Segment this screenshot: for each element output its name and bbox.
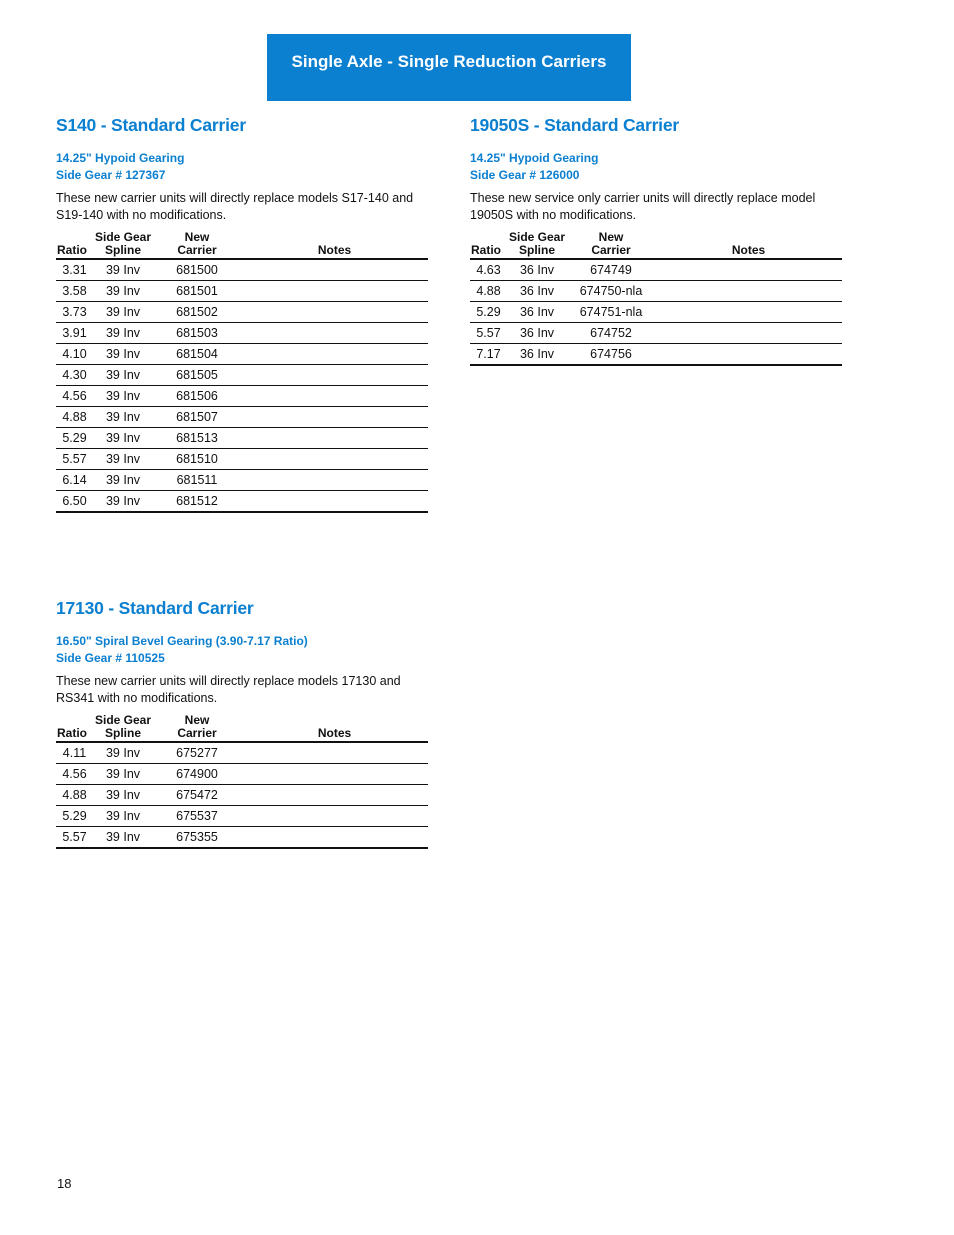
cell-notes [241, 407, 428, 428]
col-header-carrier: New Carrier [153, 712, 241, 742]
section-17130 [56, 598, 428, 849]
table-row [470, 344, 842, 366]
cell-carrier: 681503 [153, 323, 241, 344]
cell-carrier: 674756 [567, 344, 655, 366]
cell-carrier: 681507 [153, 407, 241, 428]
cell-ratio: 5.29 [56, 428, 93, 449]
cell-spline: 39 Inv [93, 491, 153, 513]
cell-carrier: 681511 [153, 470, 241, 491]
cell-ratio: 4.56 [56, 764, 93, 785]
cell-ratio: 3.31 [56, 259, 93, 281]
col-header-carrier: New Carrier [567, 229, 655, 259]
cell-spline: 36 Inv [507, 344, 567, 366]
col-header-spline: Side Gear Spline [94, 230, 152, 257]
cell-carrier: 674750-nla [567, 281, 655, 302]
cell-carrier: 674900 [153, 764, 241, 785]
cell-spline: 39 Inv [93, 281, 153, 302]
cell-spline: 39 Inv [93, 470, 153, 491]
col-header-notes: Notes [241, 712, 428, 742]
cell-notes [241, 344, 428, 365]
cell-spline: 39 Inv [93, 827, 153, 849]
section-title: 19050S - Standard Carrier [470, 115, 679, 135]
col-header-ratio: Ratio [56, 712, 93, 742]
cell-spline: 39 Inv [93, 407, 153, 428]
table-row [56, 742, 428, 764]
table-row [56, 827, 428, 849]
cell-spline: 39 Inv [93, 365, 153, 386]
cell-carrier: 681510 [153, 449, 241, 470]
cell-notes [241, 806, 428, 827]
cell-notes [241, 302, 428, 323]
cell-carrier: 675472 [153, 785, 241, 806]
cell-spline: 39 Inv [93, 806, 153, 827]
cell-spline: 39 Inv [93, 302, 153, 323]
table-row [56, 428, 428, 449]
cell-spline: 39 Inv [93, 764, 153, 785]
table-header-row [56, 229, 428, 259]
gearing-label: 14.25" Hypoid Gearing [56, 151, 185, 165]
cell-spline: 36 Inv [507, 302, 567, 323]
col-header-ratio: Ratio [56, 229, 93, 259]
section-description: These new carrier units will directly replace models 17130 and RS341 with no modifications. [56, 674, 401, 705]
cell-ratio: 4.88 [470, 281, 507, 302]
cell-notes [655, 259, 842, 281]
cell-carrier: 681512 [153, 491, 241, 513]
cell-ratio: 4.88 [56, 785, 93, 806]
cell-spline: 36 Inv [507, 259, 567, 281]
table-row [56, 491, 428, 513]
table-row [56, 785, 428, 806]
cell-notes [241, 259, 428, 281]
table-row [56, 806, 428, 827]
carrier-table [470, 229, 842, 366]
cell-carrier: 675277 [153, 742, 241, 764]
cell-ratio: 6.14 [56, 470, 93, 491]
col-header-spline: Side Gear Spline [508, 230, 566, 257]
cell-carrier: 675355 [153, 827, 241, 849]
section-s140 [56, 115, 428, 513]
page-number: 18 [57, 1176, 72, 1191]
cell-ratio: 4.63 [470, 259, 507, 281]
cell-ratio: 4.88 [56, 407, 93, 428]
cell-notes [241, 281, 428, 302]
cell-ratio: 5.29 [56, 806, 93, 827]
gearing-label: 16.50" Spiral Bevel Gearing (3.90-7.17 Ratio) [56, 634, 308, 648]
table-row [56, 449, 428, 470]
cell-ratio: 4.10 [56, 344, 93, 365]
carrier-table [56, 712, 428, 849]
table-row [56, 764, 428, 785]
table-row [470, 302, 842, 323]
page-banner [267, 34, 631, 101]
table-row [56, 281, 428, 302]
cell-notes [241, 323, 428, 344]
side-gear-label: Side Gear # 127367 [56, 168, 166, 182]
table-row [56, 259, 428, 281]
col-header-carrier: New Carrier [153, 229, 241, 259]
cell-notes [241, 365, 428, 386]
cell-ratio: 7.17 [470, 344, 507, 366]
table-header-row [56, 712, 428, 742]
cell-carrier: 681504 [153, 344, 241, 365]
table-row [56, 470, 428, 491]
cell-spline: 39 Inv [93, 386, 153, 407]
cell-notes [241, 428, 428, 449]
cell-spline: 39 Inv [93, 785, 153, 806]
section-description: These new service only carrier units will directly replace model 19050S with no modifications. [470, 191, 816, 222]
cell-notes [241, 449, 428, 470]
cell-spline: 39 Inv [93, 323, 153, 344]
table-row [470, 323, 842, 344]
table-row [470, 281, 842, 302]
section-description: These new carrier units will directly replace models S17-140 and S19-140 with no modifications. [56, 191, 414, 222]
cell-ratio: 4.56 [56, 386, 93, 407]
cell-notes [655, 302, 842, 323]
cell-notes [655, 281, 842, 302]
cell-spline: 36 Inv [507, 281, 567, 302]
cell-ratio: 4.30 [56, 365, 93, 386]
cell-ratio: 5.57 [56, 449, 93, 470]
cell-ratio: 3.58 [56, 281, 93, 302]
cell-spline: 39 Inv [93, 742, 153, 764]
side-gear-label: Side Gear # 126000 [470, 168, 580, 182]
gearing-label: 14.25" Hypoid Gearing [470, 151, 599, 165]
table-row [56, 302, 428, 323]
col-header-notes: Notes [241, 229, 428, 259]
cell-spline: 39 Inv [93, 344, 153, 365]
table-row [56, 344, 428, 365]
col-header-ratio: Ratio [470, 229, 507, 259]
cell-notes [241, 470, 428, 491]
cell-spline: 39 Inv [93, 428, 153, 449]
table-header-row [470, 229, 842, 259]
cell-notes [241, 742, 428, 764]
cell-spline: 39 Inv [93, 259, 153, 281]
cell-notes [655, 323, 842, 344]
cell-ratio: 5.57 [470, 323, 507, 344]
cell-carrier: 674749 [567, 259, 655, 281]
cell-carrier: 675537 [153, 806, 241, 827]
cell-ratio: 3.73 [56, 302, 93, 323]
cell-notes [241, 764, 428, 785]
section-title: 17130 - Standard Carrier [56, 598, 254, 618]
col-header-notes: Notes [655, 229, 842, 259]
cell-notes [241, 785, 428, 806]
cell-ratio: 6.50 [56, 491, 93, 513]
cell-ratio: 5.57 [56, 827, 93, 849]
table-row [56, 386, 428, 407]
cell-spline: 39 Inv [93, 449, 153, 470]
cell-carrier: 674751-nla [567, 302, 655, 323]
section-19050s [470, 115, 842, 366]
cell-carrier: 681501 [153, 281, 241, 302]
cell-notes [241, 827, 428, 849]
cell-carrier: 681513 [153, 428, 241, 449]
table-row [470, 259, 842, 281]
side-gear-label: Side Gear # 110525 [56, 651, 165, 665]
cell-carrier: 674752 [567, 323, 655, 344]
table-row [56, 407, 428, 428]
cell-ratio: 5.29 [470, 302, 507, 323]
cell-carrier: 681500 [153, 259, 241, 281]
carrier-table [56, 229, 428, 513]
cell-carrier: 681502 [153, 302, 241, 323]
cell-notes [655, 344, 842, 366]
cell-ratio: 4.11 [56, 742, 93, 764]
banner-title: Single Axle - Single Reduction Carriers [291, 51, 607, 71]
table-row [56, 365, 428, 386]
section-title: S140 - Standard Carrier [56, 115, 246, 135]
cell-notes [241, 491, 428, 513]
table-row [56, 323, 428, 344]
cell-notes [241, 386, 428, 407]
cell-carrier: 681506 [153, 386, 241, 407]
cell-carrier: 681505 [153, 365, 241, 386]
col-header-spline: Side Gear Spline [94, 713, 152, 740]
cell-ratio: 3.91 [56, 323, 93, 344]
cell-spline: 36 Inv [507, 323, 567, 344]
